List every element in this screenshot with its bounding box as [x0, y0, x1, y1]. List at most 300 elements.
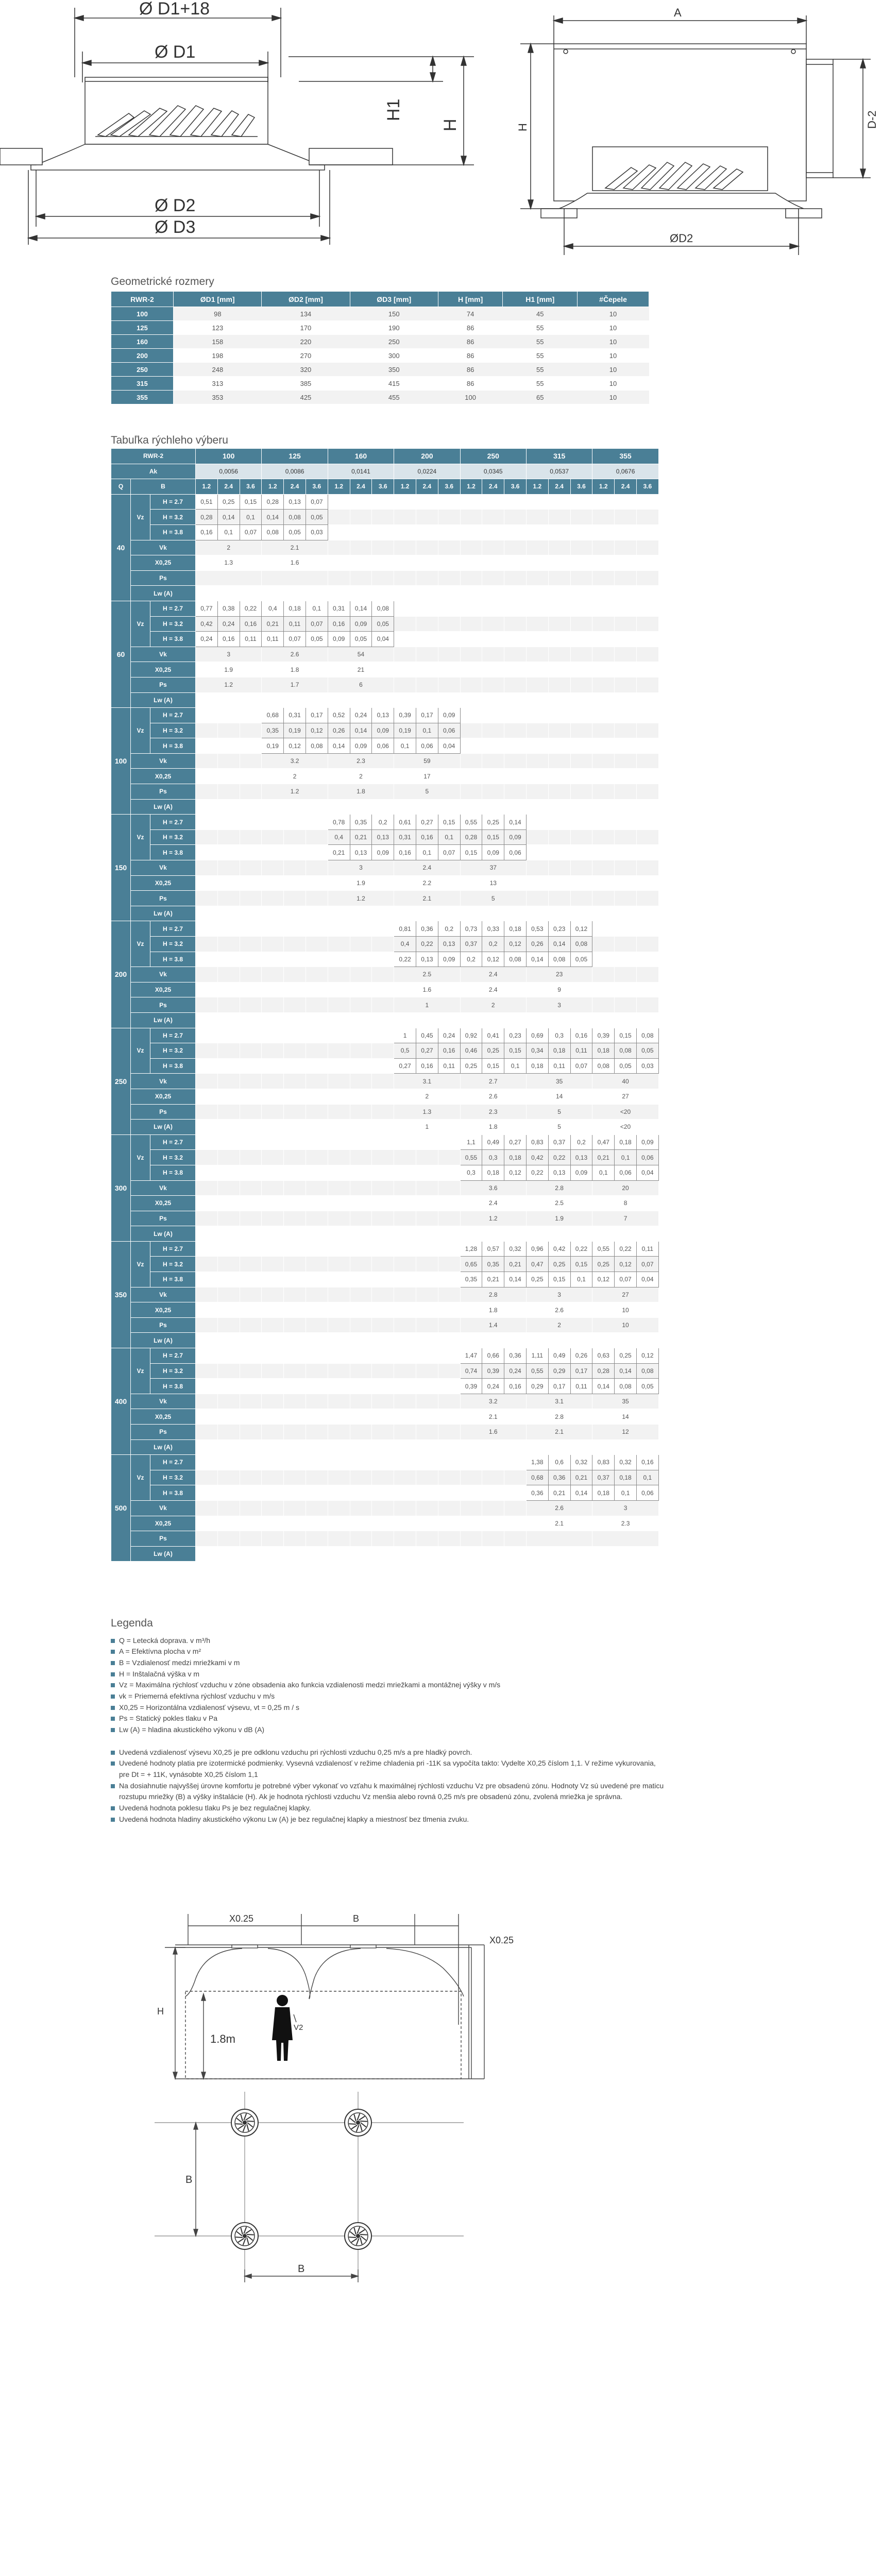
empty-cell — [350, 1546, 372, 1562]
empty-cell — [372, 937, 394, 952]
empty-cell — [350, 1470, 372, 1485]
empty-cell — [394, 540, 416, 555]
empty-cell — [636, 891, 658, 906]
empty-cell — [548, 891, 570, 906]
metric-value-cell: 1.7 — [262, 677, 328, 692]
vz-value-cell: 0,04 — [636, 1272, 658, 1287]
empty-cell — [306, 982, 328, 997]
grille-icon — [345, 2223, 371, 2249]
empty-cell — [592, 952, 615, 967]
metric-value-cell: 2.5 — [555, 1199, 564, 1207]
legend-item: vk = Priemerná efektívna rýchlosť vzduchu v m/s — [111, 1691, 667, 1702]
h-label-cell: H = 2.7 — [150, 494, 196, 510]
empty-cell — [592, 662, 615, 677]
empty-cell — [240, 1226, 262, 1242]
empty-cell — [548, 784, 570, 800]
metric-value-cell: <20 — [592, 1104, 658, 1120]
empty-cell — [482, 692, 504, 708]
q-value-cell: 350 — [111, 1241, 131, 1348]
empty-cell — [526, 738, 548, 754]
empty-cell — [548, 494, 570, 510]
vz-value-cell: 0,26 — [526, 937, 548, 952]
empty-cell — [217, 1165, 240, 1180]
empty-cell — [240, 723, 262, 738]
empty-cell — [328, 1074, 350, 1089]
metric-label-cell: Vk — [131, 1074, 196, 1089]
rwr-header-cell: RWR-2 — [111, 449, 196, 464]
empty-cell — [615, 937, 637, 952]
empty-cell — [592, 555, 615, 571]
empty-cell — [350, 1012, 372, 1028]
vz-value-cell: 0,83 — [592, 1455, 615, 1470]
h-label-cell: H = 2.7 — [150, 815, 196, 830]
empty-cell — [438, 677, 460, 692]
empty-cell — [262, 1241, 284, 1257]
empty-cell — [328, 1012, 350, 1028]
empty-cell — [217, 1226, 240, 1242]
empty-cell — [504, 1500, 527, 1516]
empty-cell — [240, 875, 262, 891]
dim-d3-label: Ø D3 — [155, 217, 196, 237]
empty-cell — [526, 875, 548, 891]
empty-cell — [438, 1317, 460, 1333]
sel-data-row — [111, 921, 659, 937]
vz-value-cell: 1,47 — [460, 1348, 482, 1364]
geo-header-cell: H [mm] — [438, 292, 503, 307]
vz-value-cell: 0,18 — [482, 1165, 504, 1180]
vz-value-cell: 0,32 — [504, 1241, 527, 1257]
vz-value-cell: 0,24 — [438, 1028, 460, 1043]
metric-value-cell: 2.8 — [460, 1287, 526, 1302]
sel-data-row — [111, 1287, 659, 1302]
metric-label-cell: X0,25 — [131, 1089, 196, 1104]
empty-cell — [196, 1439, 218, 1455]
empty-cell — [394, 1409, 416, 1425]
empty-cell — [504, 540, 527, 555]
empty-cell — [328, 540, 350, 555]
vz-value-cell: 0,13 — [372, 829, 394, 845]
metric-label-cell: Lw (A) — [131, 1012, 196, 1028]
geo-header-cell: ØD3 [mm] — [350, 292, 438, 307]
vz-value-cell: 0,16 — [636, 1455, 658, 1470]
empty-cell — [438, 1439, 460, 1455]
empty-cell — [416, 510, 438, 525]
metric-label-cell: X0,25 — [131, 1409, 196, 1425]
vz-value-cell: 0,07 — [615, 1272, 637, 1287]
empty-cell — [636, 738, 658, 754]
empty-cell — [460, 1546, 482, 1562]
empty-cell — [504, 784, 527, 800]
metric-value-cell: 2.6 — [488, 1093, 498, 1100]
vz-value-cell: 0,21 — [350, 829, 372, 845]
empty-cell — [615, 1012, 637, 1028]
vz-value-cell: 0,29 — [526, 1379, 548, 1394]
ak-value-cell: 0,0537 — [526, 464, 592, 479]
vz-value-cell: 0,1 — [570, 1272, 592, 1287]
empty-cell — [328, 997, 350, 1013]
empty-cell — [217, 1439, 240, 1455]
empty-cell — [416, 601, 438, 616]
empty-cell — [394, 1287, 416, 1302]
empty-cell — [217, 753, 240, 769]
empty-cell — [196, 753, 218, 769]
geo-value-cell: 150 — [350, 307, 438, 321]
vz-value-cell: 0,36 — [548, 1470, 570, 1485]
empty-cell — [372, 1226, 394, 1242]
metric-value-cell: 1 — [394, 997, 460, 1013]
empty-cell — [372, 1287, 394, 1302]
empty-cell — [636, 845, 658, 860]
empty-cell — [504, 723, 527, 738]
empty-cell — [217, 997, 240, 1013]
b-value-cell: 1.2 — [262, 479, 284, 495]
empty-cell — [526, 570, 548, 586]
empty-cell — [636, 601, 658, 616]
empty-cell — [306, 1241, 328, 1257]
metric-value-cell: 2.4 — [460, 967, 526, 982]
empty-cell — [306, 1134, 328, 1150]
empty-cell — [196, 1516, 218, 1531]
empty-cell — [217, 1287, 240, 1302]
vz-value-cell: 0,12 — [592, 1272, 615, 1287]
h-label-cell: H = 3.8 — [150, 845, 196, 860]
empty-cell — [482, 555, 504, 571]
empty-cell — [262, 1028, 284, 1043]
geo-row — [111, 335, 649, 349]
metric-value-cell: 2.4 — [488, 986, 498, 994]
vz-value-cell: 1 — [394, 1028, 416, 1043]
empty-cell — [196, 1012, 218, 1028]
empty-cell — [217, 1104, 240, 1120]
empty-cell — [526, 845, 548, 860]
vz-value-cell: 0,22 — [570, 1241, 592, 1257]
v2-label: V2 — [294, 2023, 303, 2032]
empty-cell — [636, 647, 658, 662]
metric-value-cell — [460, 1012, 526, 1028]
empty-cell — [636, 692, 658, 708]
vz-value-cell: 0,24 — [482, 1379, 504, 1394]
empty-cell — [328, 1455, 350, 1470]
empty-cell — [328, 1363, 350, 1379]
dim-x025-right-label: X0.25 — [489, 1935, 514, 1945]
empty-cell — [504, 1470, 527, 1485]
empty-cell — [306, 1104, 328, 1120]
empty-cell — [240, 1257, 262, 1272]
sel-data-row — [111, 875, 659, 891]
vz-value-cell: 0,42 — [196, 616, 218, 632]
empty-cell — [240, 799, 262, 815]
empty-cell — [240, 891, 262, 906]
vz-value-cell: 0,92 — [460, 1028, 482, 1043]
empty-cell — [372, 1348, 394, 1364]
vz-value-cell: 0,35 — [262, 723, 284, 738]
empty-cell — [592, 906, 615, 921]
sel-data-row — [111, 860, 659, 876]
empty-cell — [217, 891, 240, 906]
empty-cell — [372, 1012, 394, 1028]
geo-value-cell: 425 — [262, 391, 350, 404]
empty-cell — [394, 1531, 416, 1547]
empty-cell — [636, 662, 658, 677]
vz-value-cell: 0,06 — [636, 1150, 658, 1165]
ak-row — [111, 464, 659, 479]
vz-value-cell: 0,27 — [504, 1134, 527, 1150]
empty-cell — [592, 510, 615, 525]
sel-data-row — [111, 829, 659, 845]
geo-header-cell: ØD2 [mm] — [262, 292, 350, 307]
vz-value-cell: 0,08 — [570, 937, 592, 952]
h-label-cell: H = 2.7 — [150, 1134, 196, 1150]
empty-cell — [460, 524, 482, 540]
vz-label-cell: Vz — [131, 1348, 150, 1394]
geo-header-cell: RWR-2 — [111, 292, 174, 307]
empty-cell — [482, 753, 504, 769]
vz-value-cell: 0,14 — [570, 1485, 592, 1501]
empty-cell — [262, 1120, 284, 1135]
empty-cell — [615, 815, 637, 830]
empty-cell — [306, 1470, 328, 1485]
metric-label-cell: Ps — [131, 1425, 196, 1440]
sel-data-row — [111, 570, 659, 586]
sel-data-row — [111, 510, 659, 525]
empty-cell — [615, 692, 637, 708]
metric-label-cell: Ps — [131, 891, 196, 906]
empty-cell — [372, 510, 394, 525]
empty-cell — [526, 860, 548, 876]
empty-cell — [592, 982, 615, 997]
empty-cell — [284, 1500, 306, 1516]
vz-value-cell: 0,1 — [592, 1165, 615, 1180]
empty-cell — [482, 1470, 504, 1485]
empty-cell — [416, 1516, 438, 1531]
empty-cell — [372, 921, 394, 937]
empty-cell — [438, 555, 460, 571]
dim-b-top-label: B — [353, 1913, 360, 1924]
vz-value-cell: 0,27 — [416, 815, 438, 830]
empty-cell — [306, 1485, 328, 1501]
sel-data-row — [111, 799, 659, 815]
empty-cell — [526, 586, 548, 601]
empty-cell — [570, 845, 592, 860]
empty-cell — [240, 1089, 262, 1104]
empty-cell — [217, 723, 240, 738]
empty-cell — [438, 524, 460, 540]
vz-value-cell: 0,13 — [284, 494, 306, 510]
empty-cell — [262, 967, 284, 982]
vz-label-cell: Vz — [131, 921, 150, 967]
empty-cell — [504, 632, 527, 647]
empty-cell — [262, 1333, 284, 1348]
empty-cell — [438, 1211, 460, 1226]
empty-cell — [438, 494, 460, 510]
empty-cell — [306, 952, 328, 967]
empty-cell — [570, 616, 592, 632]
h-label-cell: H = 3.2 — [150, 616, 196, 632]
empty-cell — [262, 1394, 284, 1409]
metric-value-cell — [394, 1012, 460, 1028]
size-header-cell: 315 — [526, 449, 592, 464]
empty-cell — [240, 1134, 262, 1150]
sel-data-row — [111, 1257, 659, 1272]
vz-value-cell: 0,13 — [372, 708, 394, 723]
empty-cell — [636, 570, 658, 586]
empty-cell — [284, 1287, 306, 1302]
empty-cell — [262, 1287, 284, 1302]
empty-cell — [438, 1180, 460, 1196]
vz-value-cell: 0,12 — [284, 738, 306, 754]
empty-cell — [328, 982, 350, 997]
empty-cell — [636, 1012, 658, 1028]
empty-cell — [306, 1348, 328, 1364]
vz-value-cell: 0,81 — [394, 921, 416, 937]
empty-cell — [240, 1287, 262, 1302]
metric-value-cell: 1.9 — [224, 666, 233, 673]
metric-value-cell — [526, 1546, 592, 1562]
empty-cell — [240, 1348, 262, 1364]
geo-size-cell: 160 — [111, 335, 174, 349]
empty-cell — [394, 1211, 416, 1226]
sel-data-row — [111, 1043, 659, 1059]
empty-cell — [306, 1531, 328, 1547]
empty-cell — [217, 1470, 240, 1485]
empty-cell — [196, 784, 218, 800]
vz-value-cell: 0,15 — [482, 829, 504, 845]
empty-cell — [394, 586, 416, 601]
vz-value-cell: 0,66 — [482, 1348, 504, 1364]
sel-data-row — [111, 692, 659, 708]
sel-data-row — [111, 494, 659, 510]
empty-cell — [217, 952, 240, 967]
h-label-cell: H = 3.2 — [150, 829, 196, 845]
vz-value-cell: 0,1 — [416, 845, 438, 860]
sel-data-row — [111, 662, 659, 677]
vz-value-cell: 0,14 — [350, 601, 372, 616]
geo-size-cell: 315 — [111, 377, 174, 391]
empty-cell — [438, 1241, 460, 1257]
empty-cell — [372, 1409, 394, 1425]
empty-cell — [394, 1439, 416, 1455]
empty-cell — [350, 1074, 372, 1089]
empty-cell — [306, 1394, 328, 1409]
empty-cell — [328, 1485, 350, 1501]
empty-cell — [394, 1150, 416, 1165]
empty-cell — [350, 494, 372, 510]
empty-cell — [592, 540, 615, 555]
empty-cell — [306, 1257, 328, 1272]
quick-selection-table — [111, 448, 659, 1562]
vz-value-cell: 0,06 — [504, 845, 527, 860]
q-value-cell: 400 — [111, 1348, 131, 1455]
empty-cell — [394, 616, 416, 632]
empty-cell — [306, 1272, 328, 1287]
empty-cell — [284, 997, 306, 1013]
metric-label-cell: Lw (A) — [131, 906, 196, 921]
metric-value-cell: 10 — [622, 1306, 629, 1314]
empty-cell — [240, 1302, 262, 1318]
geo-value-cell: 270 — [262, 349, 350, 363]
vz-value-cell: 0,3 — [460, 1165, 482, 1180]
empty-cell — [615, 967, 637, 982]
vz-value-cell: 0,61 — [394, 815, 416, 830]
empty-cell — [570, 692, 592, 708]
empty-cell — [460, 1531, 482, 1547]
empty-cell — [372, 1272, 394, 1287]
vz-value-cell: 0,09 — [438, 952, 460, 967]
sel-data-row — [111, 1363, 659, 1379]
empty-cell — [372, 1241, 394, 1257]
empty-cell — [284, 1485, 306, 1501]
vz-value-cell: 0,09 — [482, 845, 504, 860]
empty-cell — [217, 1455, 240, 1470]
empty-cell — [372, 967, 394, 982]
sel-data-row — [111, 815, 659, 830]
b-value-cell: 2.4 — [548, 479, 570, 495]
empty-cell — [636, 921, 658, 937]
legend-note: Uvedená vzdialenosť výsevu X0,25 je pre odklonu vzduchu pri rýchlosti vzduchu 0,25 m/s a pre hladký povrch. — [111, 1747, 667, 1758]
sel-data-row — [111, 1150, 659, 1165]
empty-cell — [196, 723, 218, 738]
empty-cell — [196, 1196, 218, 1211]
metric-label-cell: Lw (A) — [131, 586, 196, 601]
empty-cell — [328, 1058, 350, 1074]
empty-cell — [372, 1394, 394, 1409]
empty-cell — [372, 1516, 394, 1531]
empty-cell — [217, 1089, 240, 1104]
empty-cell — [416, 1226, 438, 1242]
geo-row — [111, 391, 649, 404]
geo-value-cell: 190 — [350, 321, 438, 335]
metric-value-cell: 1.6 — [422, 986, 432, 994]
vz-value-cell: 0,1 — [615, 1150, 637, 1165]
geo-row — [111, 321, 649, 335]
empty-cell — [438, 1302, 460, 1318]
empty-cell — [306, 1317, 328, 1333]
vz-value-cell: 0,1 — [416, 723, 438, 738]
empty-cell — [615, 997, 637, 1013]
h-label-cell: H = 2.7 — [150, 1028, 196, 1043]
empty-cell — [592, 723, 615, 738]
metric-value-cell: 1.4 — [460, 1317, 526, 1333]
ak-value-cell: 0,0086 — [262, 464, 328, 479]
sel-data-row — [111, 784, 659, 800]
ak-label-cell: Ak — [111, 464, 196, 479]
empty-cell — [416, 1165, 438, 1180]
geo-size-cell: 355 — [111, 391, 174, 404]
vz-value-cell: 0,11 — [284, 616, 306, 632]
empty-cell — [217, 1180, 240, 1196]
empty-cell — [636, 967, 658, 982]
empty-cell — [394, 1425, 416, 1440]
empty-cell — [350, 1089, 372, 1104]
empty-cell — [284, 1104, 306, 1120]
h-label-cell: H = 3.2 — [150, 1363, 196, 1379]
metric-value-cell — [526, 1226, 592, 1242]
empty-cell — [570, 723, 592, 738]
empty-cell — [240, 1394, 262, 1409]
empty-cell — [615, 891, 637, 906]
empty-cell — [350, 982, 372, 997]
ak-value-cell: 0,0056 — [196, 464, 262, 479]
empty-cell — [636, 632, 658, 647]
empty-cell — [240, 1074, 262, 1089]
empty-cell — [328, 952, 350, 967]
empty-cell — [217, 1134, 240, 1150]
empty-cell — [438, 647, 460, 662]
vz-value-cell: 0,12 — [636, 1348, 658, 1364]
empty-cell — [526, 524, 548, 540]
metric-value-cell: 2.1 — [394, 891, 460, 906]
metric-label-cell: Ps — [131, 784, 196, 800]
